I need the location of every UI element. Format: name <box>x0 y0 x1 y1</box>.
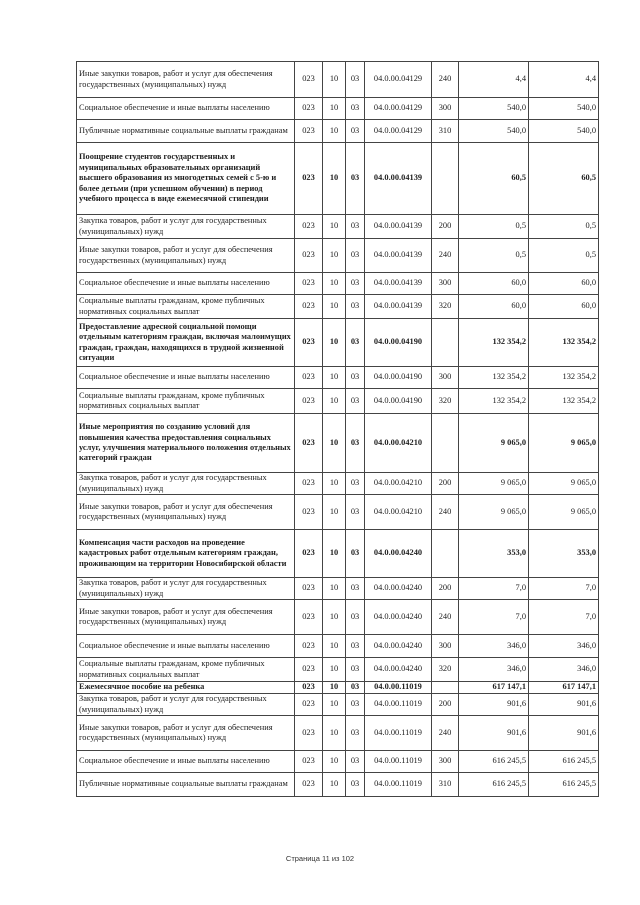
row-section-cell: 10 <box>323 367 346 389</box>
row-subsection-cell: 03 <box>346 773 365 797</box>
row-section-cell: 10 <box>323 273 346 295</box>
table-row <box>77 658 599 682</box>
row-amount-total-cell: 616 245,5 <box>529 751 599 773</box>
row-expense-type-cell: 300 <box>432 751 459 773</box>
row-name-cell: Иные закупки товаров, работ и услуг для обеспечения государственных (муниципальных) нужд <box>77 600 295 635</box>
row-expense-type-cell: 240 <box>432 716 459 751</box>
row-name-cell: Иные закупки товаров, работ и услуг для обеспечения государственных (муниципальных) нужд <box>77 62 295 98</box>
row-section-cell: 10 <box>323 600 346 635</box>
row-name-cell: Публичные нормативные социальные выплаты гражданам <box>77 120 295 143</box>
row-amount-cell: 9 065,0 <box>459 473 529 495</box>
row-subsection-cell: 03 <box>346 694 365 716</box>
table-row <box>77 751 599 773</box>
row-grbs-cell: 023 <box>295 239 323 273</box>
row-target-article-cell: 04.0.00.04129 <box>365 120 432 143</box>
row-section-cell: 10 <box>323 473 346 495</box>
table-row <box>77 495 599 530</box>
row-grbs-cell: 023 <box>295 319 323 367</box>
table-row <box>77 682 599 694</box>
row-name-cell: Социальное обеспечение и иные выплаты населению <box>77 751 295 773</box>
row-target-article-cell: 04.0.00.04240 <box>365 578 432 600</box>
row-target-article-cell: 04.0.00.04129 <box>365 62 432 98</box>
table-row <box>77 473 599 495</box>
row-amount-total-cell: 0,5 <box>529 239 599 273</box>
row-expense-type-cell <box>432 682 459 694</box>
row-amount-cell: 0,5 <box>459 215 529 239</box>
row-grbs-cell: 023 <box>295 635 323 658</box>
row-amount-total-cell: 901,6 <box>529 694 599 716</box>
row-name-cell: Социальное обеспечение и иные выплаты населению <box>77 367 295 389</box>
row-section-cell: 10 <box>323 530 346 578</box>
row-section-cell: 10 <box>323 120 346 143</box>
table-row <box>77 239 599 273</box>
row-subsection-cell: 03 <box>346 495 365 530</box>
table-row <box>77 773 599 797</box>
row-grbs-cell: 023 <box>295 389 323 414</box>
row-name-cell: Закупка товаров, работ и услуг для государственных (муниципальных) нужд <box>77 578 295 600</box>
row-expense-type-cell: 200 <box>432 694 459 716</box>
row-amount-total-cell: 132 354,2 <box>529 389 599 414</box>
row-expense-type-cell: 200 <box>432 578 459 600</box>
table-row <box>77 98 599 120</box>
row-name-cell: Поощрение студентов государственных и муниципальных образовательных организаций высшего образования из многодетных семей с 5-ю и более детьми (при успешном обучении) в период учебного процесса в виде ежемесячной стипендии <box>77 143 295 215</box>
row-amount-cell: 132 354,2 <box>459 367 529 389</box>
row-name-cell: Закупка товаров, работ и услуг для государственных (муниципальных) нужд <box>77 694 295 716</box>
table-row <box>77 600 599 635</box>
table-row <box>77 62 599 98</box>
row-section-cell: 10 <box>323 62 346 98</box>
row-amount-cell: 353,0 <box>459 530 529 578</box>
row-subsection-cell: 03 <box>346 120 365 143</box>
row-expense-type-cell: 240 <box>432 495 459 530</box>
row-name-cell: Иные закупки товаров, работ и услуг для обеспечения государственных (муниципальных) нужд <box>77 495 295 530</box>
row-grbs-cell: 023 <box>295 694 323 716</box>
row-section-cell: 10 <box>323 143 346 215</box>
row-target-article-cell: 04.0.00.04240 <box>365 600 432 635</box>
row-name-cell: Компенсация части расходов на проведение кадастровых работ отдельным категориям граждан, проживающим на территории Новосибирской области <box>77 530 295 578</box>
row-target-article-cell: 04.0.00.04210 <box>365 473 432 495</box>
row-expense-type-cell: 300 <box>432 273 459 295</box>
row-grbs-cell: 023 <box>295 473 323 495</box>
row-expense-type-cell: 200 <box>432 215 459 239</box>
row-amount-total-cell: 540,0 <box>529 120 599 143</box>
table-row <box>77 120 599 143</box>
row-grbs-cell: 023 <box>295 530 323 578</box>
table-row <box>77 389 599 414</box>
row-grbs-cell: 023 <box>295 658 323 682</box>
row-amount-cell: 60,5 <box>459 143 529 215</box>
row-name-cell: Закупка товаров, работ и услуг для государственных (муниципальных) нужд <box>77 215 295 239</box>
row-amount-total-cell: 346,0 <box>529 635 599 658</box>
row-target-article-cell: 04.0.00.11019 <box>365 716 432 751</box>
row-target-article-cell: 04.0.00.11019 <box>365 751 432 773</box>
row-subsection-cell: 03 <box>346 98 365 120</box>
row-section-cell: 10 <box>323 495 346 530</box>
row-amount-total-cell: 132 354,2 <box>529 367 599 389</box>
row-amount-total-cell: 9 065,0 <box>529 473 599 495</box>
row-amount-cell: 617 147,1 <box>459 682 529 694</box>
row-section-cell: 10 <box>323 319 346 367</box>
row-amount-cell: 346,0 <box>459 635 529 658</box>
row-amount-cell: 9 065,0 <box>459 495 529 530</box>
row-target-article-cell: 04.0.00.04240 <box>365 658 432 682</box>
row-grbs-cell: 023 <box>295 773 323 797</box>
row-name-cell: Социальные выплаты гражданам, кроме публичных нормативных социальных выплат <box>77 389 295 414</box>
row-amount-cell: 7,0 <box>459 600 529 635</box>
row-amount-cell: 60,0 <box>459 273 529 295</box>
row-subsection-cell: 03 <box>346 215 365 239</box>
row-name-cell: Закупка товаров, работ и услуг для государственных (муниципальных) нужд <box>77 473 295 495</box>
row-expense-type-cell: 300 <box>432 635 459 658</box>
row-amount-cell: 7,0 <box>459 578 529 600</box>
table-row <box>77 578 599 600</box>
table-row <box>77 635 599 658</box>
row-subsection-cell: 03 <box>346 473 365 495</box>
row-name-cell: Иные закупки товаров, работ и услуг для обеспечения государственных (муниципальных) нужд <box>77 716 295 751</box>
row-subsection-cell: 03 <box>346 751 365 773</box>
row-amount-cell: 540,0 <box>459 98 529 120</box>
table-row <box>77 716 599 751</box>
row-subsection-cell: 03 <box>346 530 365 578</box>
row-section-cell: 10 <box>323 295 346 319</box>
row-subsection-cell: 03 <box>346 635 365 658</box>
row-amount-total-cell: 60,0 <box>529 295 599 319</box>
row-expense-type-cell <box>432 530 459 578</box>
row-name-cell: Иные мероприятия по созданию условий для повышения качества предоставления социальных услуг, улучшения материального положения отдельных категорий граждан <box>77 414 295 473</box>
row-subsection-cell: 03 <box>346 578 365 600</box>
table-body <box>77 62 599 797</box>
row-subsection-cell: 03 <box>346 389 365 414</box>
row-target-article-cell: 04.0.00.04190 <box>365 389 432 414</box>
row-amount-cell: 616 245,5 <box>459 751 529 773</box>
row-amount-total-cell: 60,5 <box>529 143 599 215</box>
row-section-cell: 10 <box>323 414 346 473</box>
row-grbs-cell: 023 <box>295 495 323 530</box>
row-section-cell: 10 <box>323 773 346 797</box>
row-name-cell: Ежемесячное пособие на ребенка <box>77 682 295 694</box>
row-subsection-cell: 03 <box>346 682 365 694</box>
row-name-cell: Иные закупки товаров, работ и услуг для обеспечения государственных (муниципальных) нужд <box>77 239 295 273</box>
row-target-article-cell: 04.0.00.04190 <box>365 367 432 389</box>
row-grbs-cell: 023 <box>295 578 323 600</box>
row-name-cell: Социальное обеспечение и иные выплаты населению <box>77 98 295 120</box>
row-grbs-cell: 023 <box>295 62 323 98</box>
row-amount-cell: 132 354,2 <box>459 389 529 414</box>
row-expense-type-cell: 240 <box>432 62 459 98</box>
row-subsection-cell: 03 <box>346 239 365 273</box>
row-amount-total-cell: 9 065,0 <box>529 495 599 530</box>
row-target-article-cell: 04.0.00.04139 <box>365 143 432 215</box>
row-target-article-cell: 04.0.00.04210 <box>365 495 432 530</box>
row-name-cell: Публичные нормативные социальные выплаты гражданам <box>77 773 295 797</box>
row-amount-total-cell: 0,5 <box>529 215 599 239</box>
row-target-article-cell: 04.0.00.04210 <box>365 414 432 473</box>
row-name-cell: Социальное обеспечение и иные выплаты населению <box>77 273 295 295</box>
row-section-cell: 10 <box>323 658 346 682</box>
row-amount-total-cell: 4,4 <box>529 62 599 98</box>
row-section-cell: 10 <box>323 98 346 120</box>
row-amount-total-cell: 60,0 <box>529 273 599 295</box>
row-expense-type-cell: 310 <box>432 773 459 797</box>
row-section-cell: 10 <box>323 635 346 658</box>
row-grbs-cell: 023 <box>295 600 323 635</box>
row-target-article-cell: 04.0.00.04139 <box>365 273 432 295</box>
row-amount-total-cell: 540,0 <box>529 98 599 120</box>
row-amount-cell: 132 354,2 <box>459 319 529 367</box>
row-section-cell: 10 <box>323 716 346 751</box>
row-target-article-cell: 04.0.00.04190 <box>365 319 432 367</box>
row-grbs-cell: 023 <box>295 751 323 773</box>
table-row <box>77 215 599 239</box>
row-amount-cell: 4,4 <box>459 62 529 98</box>
row-subsection-cell: 03 <box>346 367 365 389</box>
row-grbs-cell: 023 <box>295 120 323 143</box>
row-name-cell: Предоставление адресной социальной помощи отдельным категориям граждан, включая малоимущих граждан, граждан, находящихся в трудной жизненной ситуации <box>77 319 295 367</box>
row-subsection-cell: 03 <box>346 600 365 635</box>
table-row <box>77 319 599 367</box>
row-grbs-cell: 023 <box>295 98 323 120</box>
row-name-cell: Социальные выплаты гражданам, кроме публичных нормативных социальных выплат <box>77 658 295 682</box>
row-expense-type-cell: 200 <box>432 473 459 495</box>
row-target-article-cell: 04.0.00.04139 <box>365 295 432 319</box>
row-amount-cell: 346,0 <box>459 658 529 682</box>
row-expense-type-cell <box>432 143 459 215</box>
row-amount-total-cell: 901,6 <box>529 716 599 751</box>
row-amount-total-cell: 7,0 <box>529 578 599 600</box>
table-row <box>77 414 599 473</box>
row-section-cell: 10 <box>323 215 346 239</box>
row-target-article-cell: 04.0.00.11019 <box>365 694 432 716</box>
row-grbs-cell: 023 <box>295 414 323 473</box>
row-grbs-cell: 023 <box>295 215 323 239</box>
row-grbs-cell: 023 <box>295 143 323 215</box>
row-subsection-cell: 03 <box>346 62 365 98</box>
table-row <box>77 295 599 319</box>
row-subsection-cell: 03 <box>346 273 365 295</box>
row-amount-total-cell: 353,0 <box>529 530 599 578</box>
row-amount-cell: 901,6 <box>459 716 529 751</box>
row-amount-total-cell: 7,0 <box>529 600 599 635</box>
row-section-cell: 10 <box>323 751 346 773</box>
row-subsection-cell: 03 <box>346 716 365 751</box>
table-row <box>77 694 599 716</box>
row-subsection-cell: 03 <box>346 658 365 682</box>
row-expense-type-cell: 320 <box>432 295 459 319</box>
row-amount-cell: 9 065,0 <box>459 414 529 473</box>
row-target-article-cell: 04.0.00.04240 <box>365 635 432 658</box>
row-subsection-cell: 03 <box>346 143 365 215</box>
row-amount-cell: 616 245,5 <box>459 773 529 797</box>
row-grbs-cell: 023 <box>295 367 323 389</box>
row-expense-type-cell <box>432 414 459 473</box>
row-target-article-cell: 04.0.00.11019 <box>365 773 432 797</box>
row-target-article-cell: 04.0.00.04139 <box>365 239 432 273</box>
budget-table <box>76 61 599 797</box>
row-expense-type-cell: 320 <box>432 389 459 414</box>
row-expense-type-cell: 320 <box>432 658 459 682</box>
row-target-article-cell: 04.0.00.11019 <box>365 682 432 694</box>
table-row <box>77 273 599 295</box>
table-row <box>77 530 599 578</box>
row-amount-cell: 540,0 <box>459 120 529 143</box>
row-amount-total-cell: 346,0 <box>529 658 599 682</box>
row-section-cell: 10 <box>323 694 346 716</box>
row-section-cell: 10 <box>323 682 346 694</box>
row-name-cell: Социальные выплаты гражданам, кроме публичных нормативных социальных выплат <box>77 295 295 319</box>
row-expense-type-cell: 310 <box>432 120 459 143</box>
row-section-cell: 10 <box>323 578 346 600</box>
row-amount-total-cell: 9 065,0 <box>529 414 599 473</box>
row-expense-type-cell: 240 <box>432 600 459 635</box>
row-amount-cell: 60,0 <box>459 295 529 319</box>
row-grbs-cell: 023 <box>295 273 323 295</box>
row-grbs-cell: 023 <box>295 682 323 694</box>
row-amount-total-cell: 616 245,5 <box>529 773 599 797</box>
row-grbs-cell: 023 <box>295 295 323 319</box>
row-amount-cell: 0,5 <box>459 239 529 273</box>
row-expense-type-cell: 300 <box>432 98 459 120</box>
row-target-article-cell: 04.0.00.04139 <box>365 215 432 239</box>
row-grbs-cell: 023 <box>295 716 323 751</box>
row-expense-type-cell: 300 <box>432 367 459 389</box>
row-expense-type-cell: 240 <box>432 239 459 273</box>
row-name-cell: Социальное обеспечение и иные выплаты населению <box>77 635 295 658</box>
row-amount-total-cell: 617 147,1 <box>529 682 599 694</box>
row-target-article-cell: 04.0.00.04240 <box>365 530 432 578</box>
row-target-article-cell: 04.0.00.04129 <box>365 98 432 120</box>
row-section-cell: 10 <box>323 389 346 414</box>
row-subsection-cell: 03 <box>346 414 365 473</box>
row-subsection-cell: 03 <box>346 295 365 319</box>
row-section-cell: 10 <box>323 239 346 273</box>
row-amount-total-cell: 132 354,2 <box>529 319 599 367</box>
table-row <box>77 367 599 389</box>
page-footer: Страница 11 из 102 <box>285 854 355 863</box>
row-subsection-cell: 03 <box>346 319 365 367</box>
table-row <box>77 143 599 215</box>
row-amount-cell: 901,6 <box>459 694 529 716</box>
row-expense-type-cell <box>432 319 459 367</box>
